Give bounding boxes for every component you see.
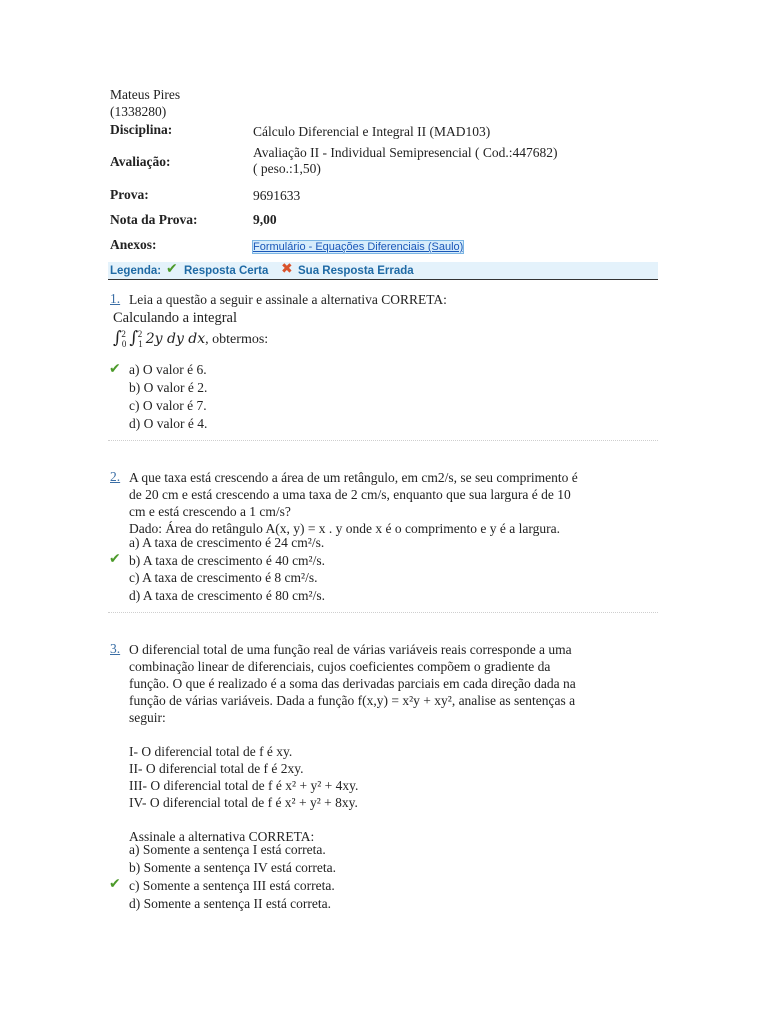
question-1-option-d[interactable]: d) O valor é 4.: [129, 416, 208, 431]
question-3-prompt: Assinale a alternativa CORRETA:: [129, 829, 315, 844]
disciplina-value: Cálculo Diferencial e Integral II (MAD103): [253, 124, 491, 139]
x-icon: ✖: [281, 261, 293, 277]
question-3-line: função. O que é realizado é a soma das derivadas parciais em cada direção dada na: [129, 676, 576, 691]
nota-value: 9,00: [253, 212, 277, 227]
legend-correct: Resposta Certa: [184, 265, 269, 277]
question-3-statement: I- O diferencial total de f é xy.: [129, 744, 293, 759]
question-3-option-a[interactable]: a) Somente a sentença I está correta.: [129, 842, 326, 857]
avaliacao-value: [253, 145, 558, 177]
prova-value: 9691633: [253, 188, 301, 203]
avaliacao-line2: ( peso.:1,50): [253, 161, 321, 176]
question-3-number[interactable]: 3.: [110, 641, 121, 656]
question-3-option-c[interactable]: c) Somente a sentença III está correta.: [129, 878, 335, 893]
avaliacao-line1: Avaliação II - Individual Semipresencial ( Cod.:447682): [253, 145, 558, 160]
question-2-option-c[interactable]: c) A taxa de crescimento é 8 cm²/s.: [129, 570, 318, 585]
divider: [108, 440, 658, 441]
avaliacao-label: Avaliação:: [110, 154, 171, 169]
question-1-option-a[interactable]: a) O valor é 6.: [129, 362, 207, 377]
question-3-option-b[interactable]: b) Somente a sentença IV está correta.: [129, 860, 337, 875]
question-2-option-d[interactable]: d) A taxa de crescimento é 80 cm²/s.: [129, 588, 325, 603]
question-3-text: [129, 641, 649, 845]
question-1-formula-suffix: , obtermos:: [205, 332, 269, 347]
question-3-line: combinação linear de diferenciais, cujos coeficientes compõem o gradiente da: [129, 659, 551, 674]
legend-bar: [108, 262, 658, 280]
nota-label: Nota da Prova:: [110, 212, 198, 227]
question-3-line: seguir:: [129, 710, 166, 725]
checkmark-icon: ✔: [109, 361, 121, 377]
prova-label: Prova:: [110, 187, 149, 202]
spacer: [129, 726, 649, 743]
divider: [108, 612, 658, 613]
question-2-line: A que taxa está crescendo a área de um retângulo, em cm2/s, se seu comprimento é: [129, 470, 578, 485]
spacer: [129, 811, 649, 828]
question-2-number[interactable]: 2.: [110, 469, 121, 484]
question-1-text: Leia a questão a seguir e assinale a alternativa CORRETA:: [129, 292, 447, 307]
question-1-number[interactable]: 1.: [110, 291, 121, 306]
student-id: (1338280): [110, 104, 167, 119]
question-1-sub: Calculando a integral: [113, 310, 238, 326]
checkmark-icon: ✔: [109, 876, 121, 892]
question-3-statement: IV- O diferencial total de f é x² + y² + 8xy.: [129, 795, 358, 810]
disciplina-label: Disciplina:: [110, 122, 173, 137]
question-3-line: O diferencial total de uma função real de várias variáveis reais corresponde a uma: [129, 642, 572, 657]
student-block: [110, 86, 180, 120]
legend-wrong: Sua Resposta Errada: [298, 265, 414, 277]
student-name: Mateus Pires: [110, 87, 181, 102]
question-1-formula: $\int_0^2$ $\int_1^2$ 2y dy dx, obtermos:: [113, 328, 269, 349]
anexos-label: Anexos:: [110, 237, 157, 252]
checkmark-icon: ✔: [109, 551, 121, 567]
question-3-line: função de várias variáveis. Dada a função f(x,y) = x²y + xy², analise as sentenças a: [129, 693, 576, 708]
anexos-link[interactable]: Formulário - Equações Diferenciais (Saulo): [253, 241, 464, 253]
question-1-option-c[interactable]: c) O valor é 7.: [129, 398, 207, 413]
legend-label: Legenda:: [110, 265, 162, 277]
checkmark-icon: ✔: [166, 261, 178, 277]
question-2-option-a[interactable]: a) A taxa de crescimento é 24 cm²/s.: [129, 535, 325, 550]
question-3-option-d[interactable]: d) Somente a sentença II está correta.: [129, 896, 332, 911]
question-3-statement: III- O diferencial total de f é x² + y² + 4xy.: [129, 778, 359, 793]
question-2-line: Dado: Área do retângulo A(x, y) = x . y onde x é o comprimento e y é a largura.: [129, 521, 560, 536]
question-2-option-b[interactable]: b) A taxa de crescimento é 40 cm²/s.: [129, 553, 325, 568]
question-3-statement: II- O diferencial total de f é 2xy.: [129, 761, 304, 776]
question-2-text: [129, 469, 649, 537]
question-1-option-b[interactable]: b) O valor é 2.: [129, 380, 208, 395]
question-2-line: de 20 cm e está crescendo a uma taxa de 2 cm/s, enquanto que sua largura é de 10: [129, 487, 571, 502]
question-2-line: cm e está crescendo a 1 cm/s?: [129, 504, 291, 519]
